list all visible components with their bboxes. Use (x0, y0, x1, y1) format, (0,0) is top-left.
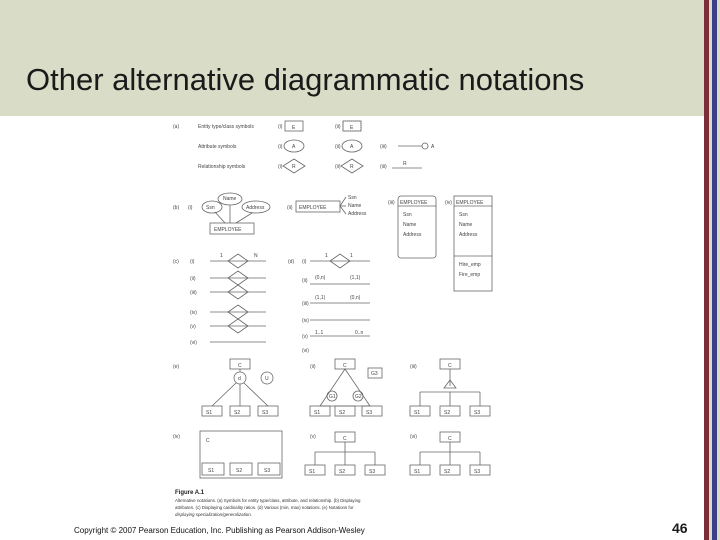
item-label: (ii) (335, 124, 341, 130)
item-label: (vi) (302, 348, 309, 354)
item-label: S3 (369, 469, 376, 475)
attribute-line (236, 213, 252, 223)
item-label: (iii) (302, 301, 309, 307)
item-label: (vi) (190, 340, 197, 346)
item-label: (1,1) (350, 275, 361, 281)
section-label: (b) (173, 205, 180, 211)
item-label: (v) (310, 434, 316, 440)
item-label: S1 (206, 410, 213, 416)
item-label: EMPLOYEE (214, 227, 242, 233)
item-label: Ssn (206, 205, 215, 211)
item-label: S3 (366, 410, 373, 416)
item-label: S1 (414, 410, 421, 416)
item-label: G1 (329, 394, 336, 400)
item-label: (iii) (388, 200, 395, 206)
item-label: (iii) (380, 164, 387, 170)
item-label: (iv) (445, 200, 452, 206)
item-label: (iv) (302, 318, 309, 324)
item-label: Address (459, 232, 478, 238)
item-label: S2 (444, 469, 451, 475)
item-label: Ssn (459, 212, 468, 218)
item-label: Ssn (348, 195, 357, 201)
item-label: C (238, 363, 242, 369)
item-label: S3 (474, 410, 481, 416)
item-label: EMPLOYEE (456, 200, 484, 206)
item-label: G2 (355, 394, 362, 400)
item-label: Name (223, 196, 237, 202)
item-label: R (403, 161, 407, 167)
item-label: (ii) (287, 205, 293, 211)
item-label: S3 (264, 468, 271, 474)
item-label: S3 (474, 469, 481, 475)
slide-title: Other alternative diagrammatic notations (26, 62, 585, 97)
section-label: (a) (173, 124, 180, 130)
item-label: Name (348, 203, 362, 209)
item-label: Name (403, 222, 417, 228)
item-label: 1 (325, 253, 328, 259)
row-label: Attribute symbols (198, 144, 237, 150)
item-label: A (292, 144, 296, 150)
item-label: S1 (414, 469, 421, 475)
item-label: EMPLOYEE (299, 205, 327, 211)
item-label: 0..n (355, 330, 364, 336)
item-label: Hire_emp (459, 262, 481, 268)
item-label: S1 (314, 410, 321, 416)
item-label: A (350, 144, 354, 150)
attribute-line (215, 212, 225, 223)
item-label: Address (403, 232, 422, 238)
item-label: (ii) (335, 144, 341, 150)
figure-caption-line: displaying specialization/generalization. (175, 512, 252, 517)
item-label: C (448, 436, 452, 442)
item-label: (i) (190, 259, 195, 265)
item-label: C (448, 363, 452, 369)
item-label: R (292, 164, 296, 170)
item-label: E (292, 125, 296, 131)
item-label: Fire_emp (459, 272, 481, 278)
item-label: (v) (190, 324, 196, 330)
item-label: (i) (278, 164, 283, 170)
section-label: (e) (173, 364, 180, 370)
item-label: S3 (262, 410, 269, 416)
item-label: S2 (444, 410, 451, 416)
title-band (0, 0, 704, 116)
figure-caption-line: attributes. (c) Displaying cardinality ratios. (d) Various (min, max) notations. (e) Notations for (175, 505, 354, 510)
item-label: (ii) (335, 164, 341, 170)
item-label: N (254, 253, 258, 259)
item-label: (ii) (190, 276, 196, 282)
item-label: C (343, 363, 347, 369)
item-label: 1 (220, 253, 223, 259)
section-label: (c) (173, 259, 179, 265)
item-label: (vi) (410, 434, 417, 440)
item-label: 1..1 (315, 330, 324, 336)
item-label: U (265, 376, 269, 382)
item-label: (i) (278, 124, 283, 130)
item-label: (ii) (302, 278, 308, 284)
attribute-line (340, 206, 346, 214)
item-label: E (350, 125, 354, 131)
item-label: A (431, 144, 435, 150)
item-label: (i) (278, 144, 283, 150)
item-label: Address (246, 205, 265, 211)
item-label: C (343, 436, 347, 442)
item-label: (iv) (190, 310, 197, 316)
item-label: Name (459, 222, 473, 228)
item-label: S1 (309, 469, 316, 475)
item-label: (iii) (380, 144, 387, 150)
connection-line (212, 383, 236, 406)
row-label: Relationship symbols (198, 164, 246, 170)
item-label: (iii) (410, 364, 417, 370)
notation-figure (170, 116, 500, 526)
item-label: (0,n) (350, 295, 361, 301)
item-label: S2 (339, 469, 346, 475)
item-label: S2 (234, 410, 241, 416)
item-label: G3 (371, 371, 378, 377)
item-label: C (206, 438, 210, 444)
copyright-text: Copyright © 2007 Pearson Education, Inc. Publishing as Pearson Addison-Wesley (74, 526, 365, 535)
connection-line (244, 383, 268, 406)
page-number: 46 (672, 520, 688, 536)
item-label: (0,n) (315, 275, 326, 281)
item-label: (i) (302, 259, 307, 265)
item-label: d (238, 376, 241, 382)
item-label: (1,1) (315, 295, 326, 301)
figure-caption-heading: Figure A.1 (175, 490, 205, 496)
item-label: R (350, 164, 354, 170)
attribute-line (340, 197, 346, 206)
item-label: (iv) (173, 434, 180, 440)
item-label: Address (348, 211, 367, 217)
item-label: S1 (208, 468, 215, 474)
item-label: 1 (350, 253, 353, 259)
item-label: EMPLOYEE (400, 200, 428, 206)
figure-caption-line: Alternative notations. (a) Symbols for entity type/class, attribute, and relationship. (b) Displaying (175, 498, 361, 503)
item-label: (iii) (190, 290, 197, 296)
item-label: (i) (188, 205, 193, 211)
section-label: (d) (288, 259, 295, 265)
item-label: S2 (236, 468, 243, 474)
item-label: (ii) (310, 364, 316, 370)
attribute-symbol (422, 143, 428, 149)
row-label: Entity type/class symbols (198, 124, 254, 130)
item-label: (v) (302, 334, 308, 340)
item-label: Ssn (403, 212, 412, 218)
generalization-triangle (320, 369, 370, 406)
item-label: S2 (339, 410, 346, 416)
